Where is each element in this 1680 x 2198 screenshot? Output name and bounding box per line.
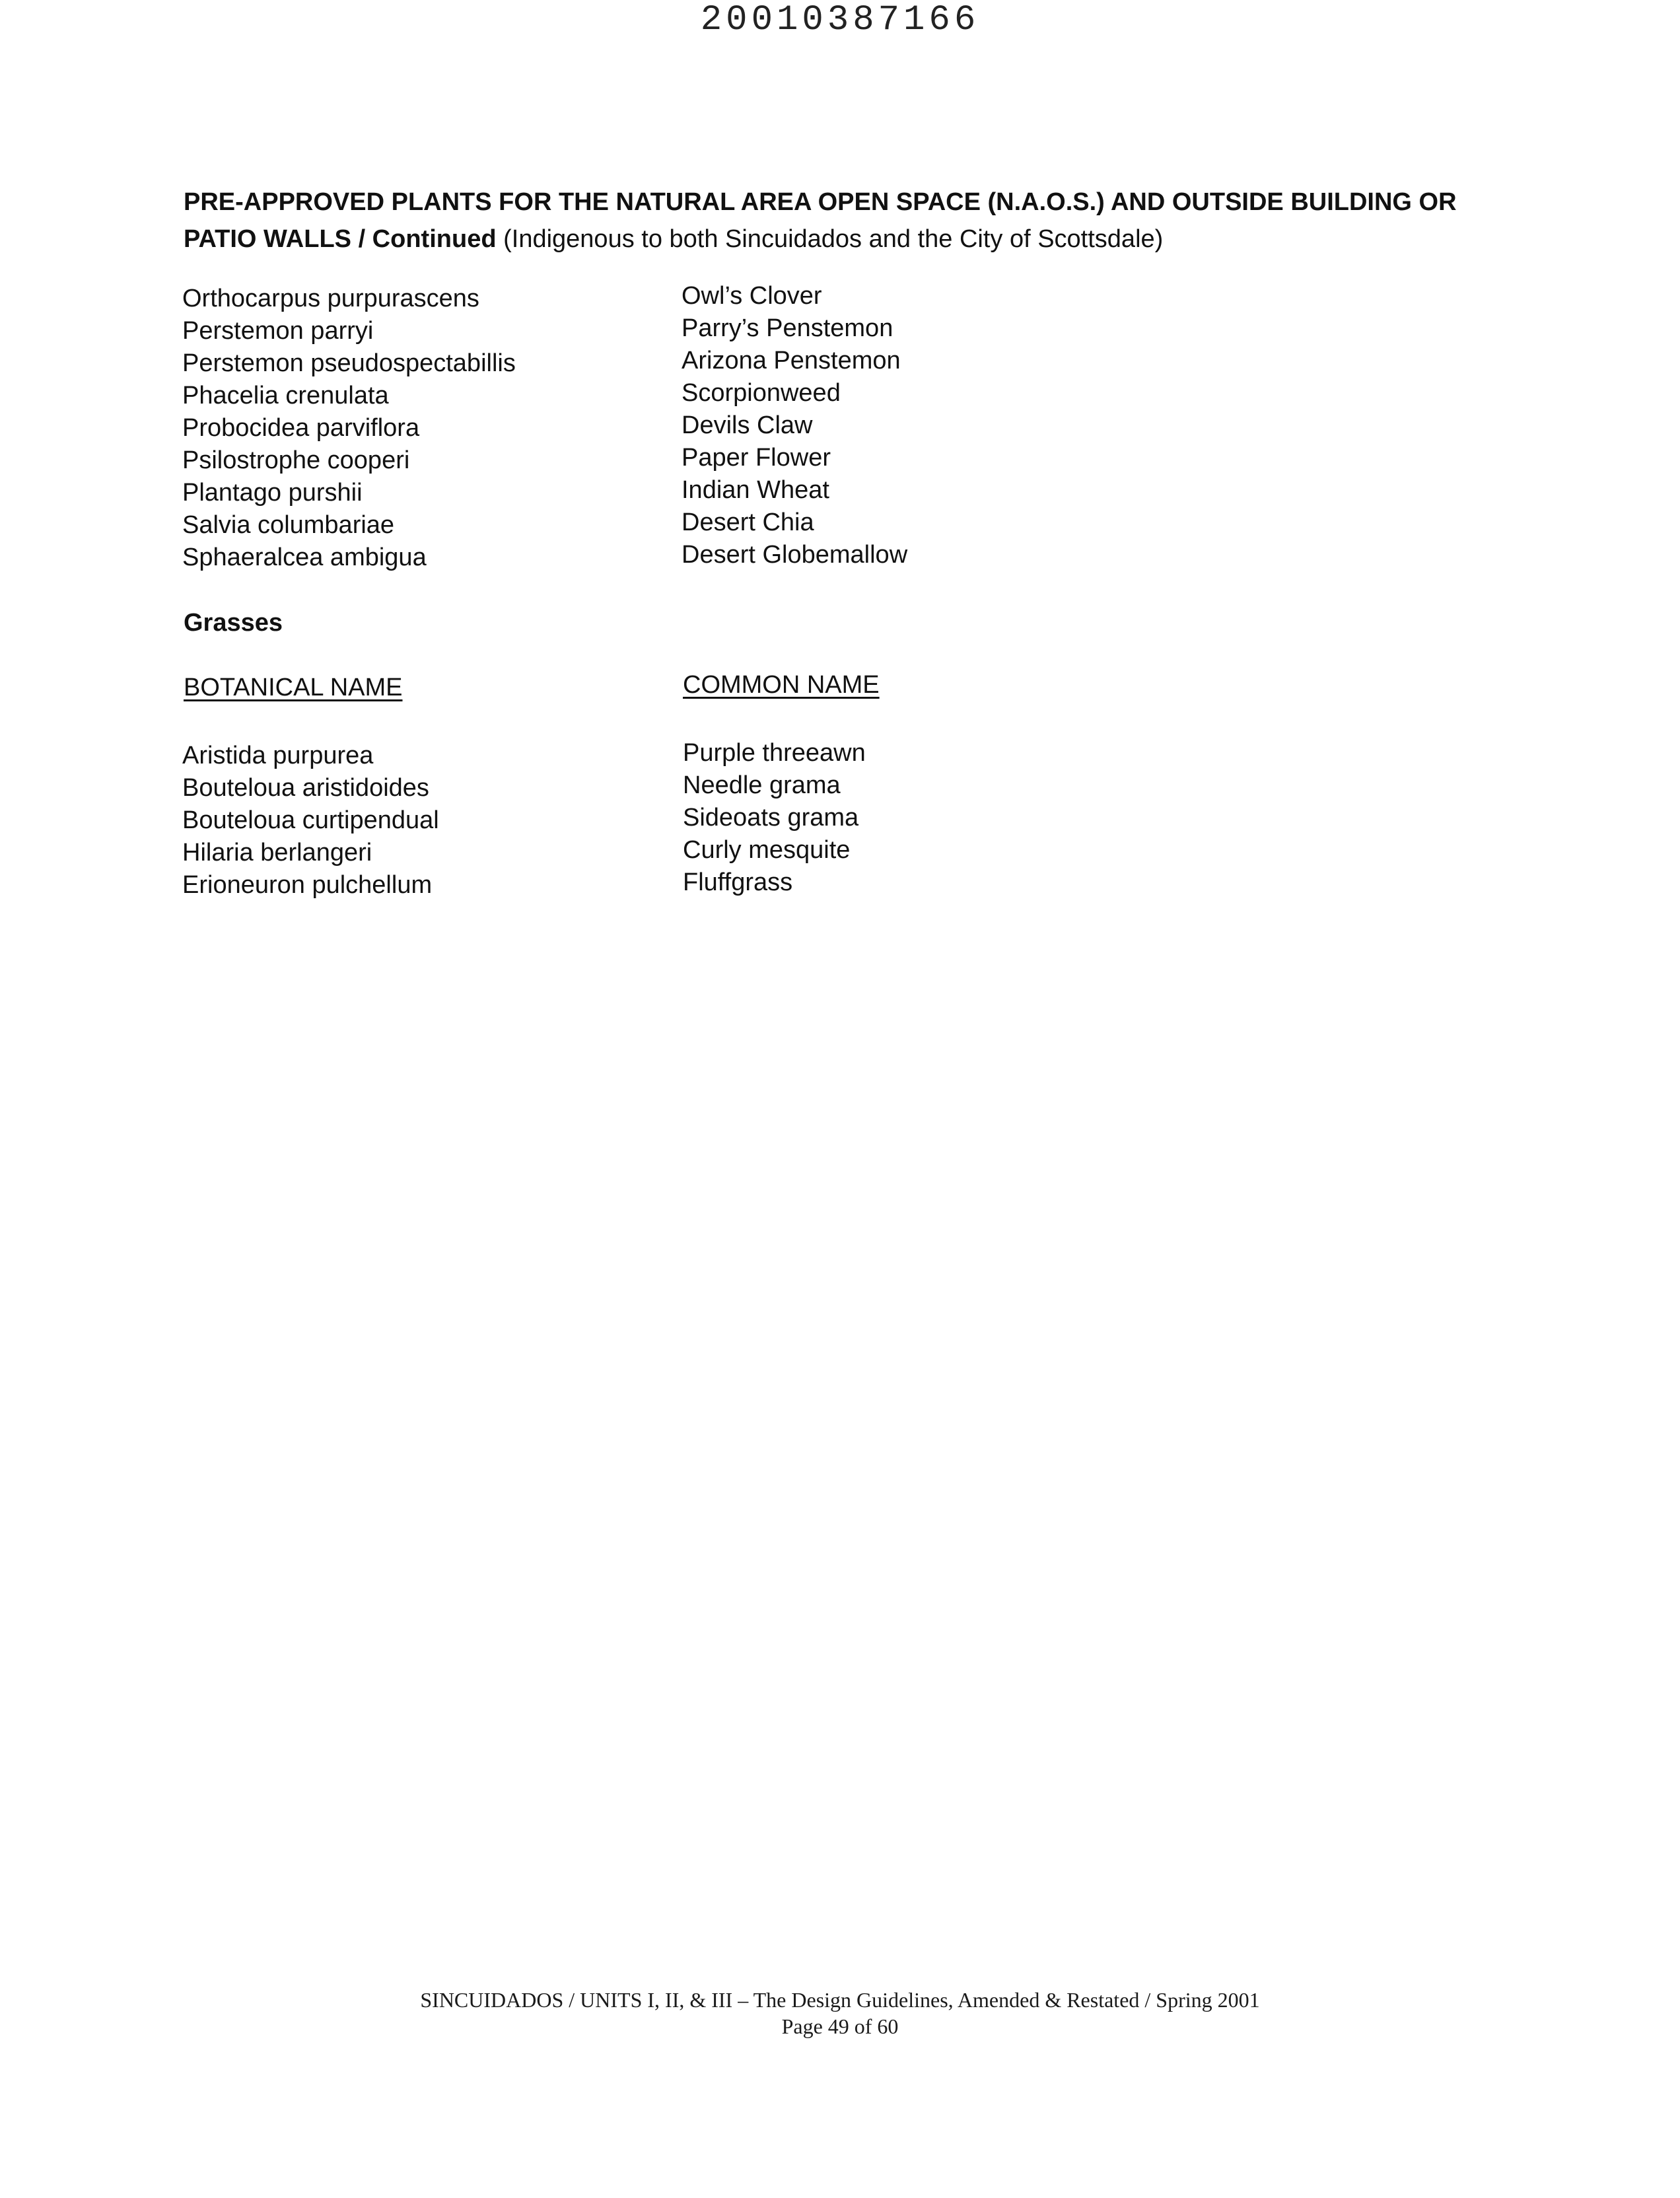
plant-botanical-name: Orthocarpus purpurascens (182, 285, 479, 312)
section-title-main: PRE-APPROVED PLANTS FOR THE NATURAL AREA OPEN SPACE (N.A.O.S.) AND OUTSIDE BUILDING OR PATIO WALLS / Continued (184, 188, 1457, 253)
plant-common-name: Arizona Penstemon (682, 347, 901, 374)
footer-page-number: Page 49 of 60 (781, 2014, 899, 2038)
plant-common-name: Devils Claw (682, 411, 813, 439)
page-footer (0, 1987, 1680, 2039)
grass-common-name: Sideoats grama (683, 804, 859, 832)
plant-common-name: Indian Wheat (682, 476, 829, 504)
grass-botanical-name: Bouteloua curtipendual (182, 806, 439, 834)
section-title (184, 184, 1504, 258)
grasses-common-column (683, 737, 866, 899)
plant-botanical-name: Salvia columbariae (182, 511, 395, 539)
grass-botanical-name: Bouteloua aristidoides (182, 774, 429, 802)
plant-botanical-name: Plantago purshii (182, 479, 363, 507)
common-name-header: COMMON NAME (683, 671, 880, 699)
plant-common-name: Scorpionweed (682, 379, 841, 407)
plant-botanical-name: Perstemon parryi (182, 317, 374, 345)
plant-botanical-name: Sphaeralcea ambigua (182, 544, 427, 571)
plant-botanical-name: Psilostrophe cooperi (182, 446, 410, 474)
grass-common-name: Curly mesquite (683, 836, 851, 864)
grass-botanical-name: Aristida purpurea (182, 742, 374, 769)
grass-common-name: Purple threeawn (683, 739, 866, 767)
plant-common-name: Desert Chia (682, 509, 814, 536)
section-title-note: (Indigenous to both Sincuidados and the City of Scottsdale) (503, 225, 1164, 253)
grass-botanical-name: Hilaria berlangeri (182, 839, 372, 867)
grasses-heading: Grasses (184, 609, 283, 637)
plant-common-name: Owl’s Clover (682, 282, 822, 310)
grass-common-name: Fluffgrass (683, 869, 793, 896)
plant-botanical-name: Phacelia crenulata (182, 382, 389, 409)
plant-common-name: Paper Flower (682, 444, 831, 472)
plants-botanical-column (182, 283, 516, 574)
plant-common-name: Desert Globemallow (682, 541, 908, 569)
footer-document-title: SINCUIDADOS / UNITS I, II, & III – The Design Guidelines, Amended & Restated / Spring 2001 (420, 1988, 1260, 2012)
grass-botanical-name: Erioneuron pulchellum (182, 871, 433, 899)
plant-botanical-name: Probocidea parviflora (182, 414, 420, 442)
grass-common-name: Needle grama (683, 771, 841, 799)
botanical-name-header: BOTANICAL NAME (184, 674, 403, 701)
plant-botanical-name: Perstemon pseudospectabillis (182, 349, 516, 377)
document-number: 20010387166 (700, 0, 980, 40)
grasses-botanical-column (182, 740, 439, 902)
plants-common-column (682, 280, 907, 571)
plant-common-name: Parry’s Penstemon (682, 314, 893, 342)
